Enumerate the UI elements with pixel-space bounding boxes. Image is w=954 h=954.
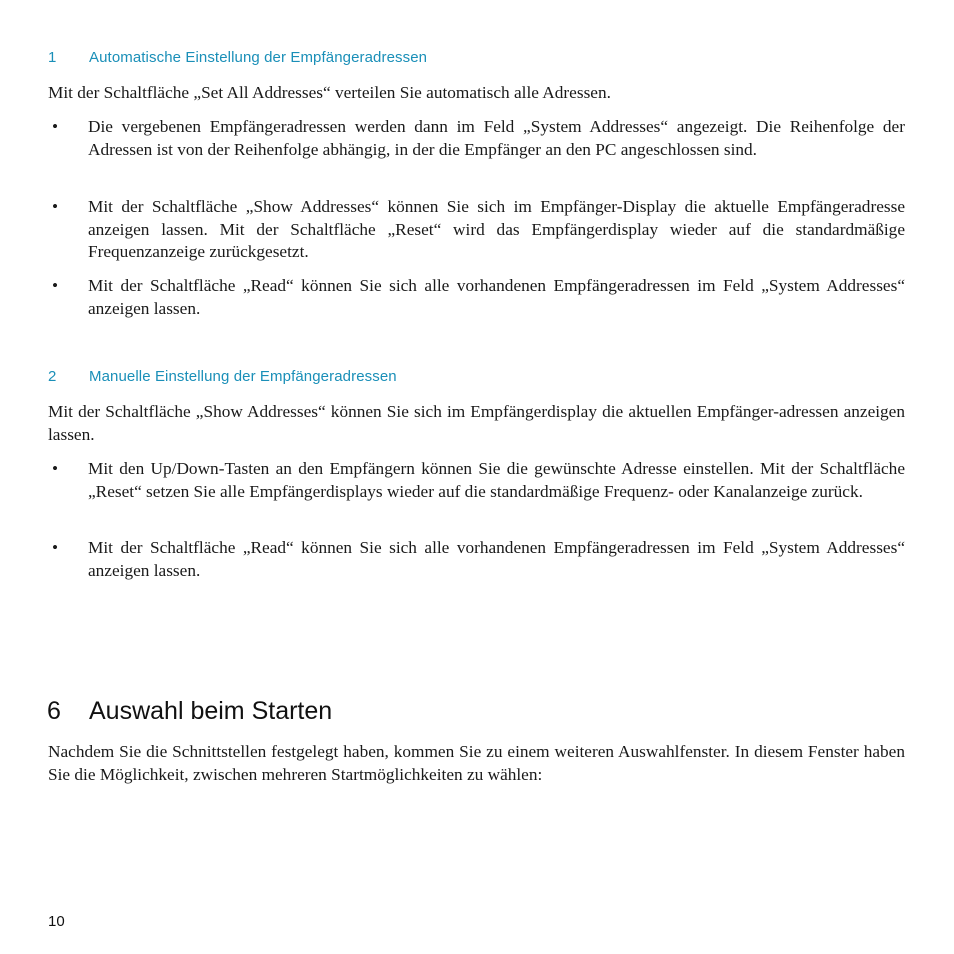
bullet-text: Die vergebenen Empfängeradressen werden dann im Feld „System Addresses“ angezeigt. Die Reihenfolge der Adressen ist von der Reihenfolge abhängig, in der die Empfänger an den PC angeschlossen sind. bbox=[88, 117, 905, 159]
section-1-bullet-1 bbox=[48, 116, 905, 161]
bullet-text: Mit den Up/Down-Tasten an den Empfängern können Sie die gewünschte Adresse einstellen. Mit der Schaltfläche „Reset“ setzen Sie alle Empfängerdisplays wieder auf die standardmäßige Frequenz- oder Kanalanzeige zurück. bbox=[88, 459, 905, 501]
bullet-text: Mit der Schaltfläche „Read“ können Sie sich alle vorhandenen Empfängeradressen im Feld „System Addresses“ anzeigen lassen. bbox=[88, 538, 905, 580]
section-2-number: 2 bbox=[48, 368, 57, 385]
section-2-intro: Mit der Schaltfläche „Show Addresses“ können Sie sich im Empfängerdisplay die aktuellen Empfänger-adressen anzeigen lassen. bbox=[48, 402, 905, 444]
chapter-title: Auswahl beim Starten bbox=[89, 697, 333, 725]
bullet-dot: • bbox=[52, 538, 59, 557]
section-1-title: Automatische Einstellung der Empfängeradressen bbox=[89, 49, 428, 66]
section-1-intro: Mit der Schaltfläche „Set All Addresses“ verteilen Sie automatisch alle Adressen. bbox=[48, 83, 611, 102]
chapter-text: Nachdem Sie die Schnittstellen festgelegt haben, kommen Sie zu einem weiteren Auswahlfenster. In diesem Fenster haben Sie die Möglichkeit, zwischen mehreren Startmöglichkeiten zu wählen: bbox=[48, 742, 905, 784]
section-2-bullet-1 bbox=[48, 458, 905, 503]
section-1-bullet-3 bbox=[48, 275, 905, 320]
bullet-text: Mit der Schaltfläche „Show Addresses“ können Sie sich im Empfänger-Display die aktuelle Empfängeradresse anzeigen lassen. Mit der Schaltfläche „Reset“ wird das Empfängerdisplay wieder auf die standardmäßige Frequenzanzeige zurückgesetzt. bbox=[88, 197, 905, 261]
chapter-number: 6 bbox=[47, 697, 61, 725]
section-2-bullet-2 bbox=[48, 537, 905, 582]
bullet-dot: • bbox=[52, 276, 59, 295]
section-1-heading bbox=[48, 49, 427, 66]
chapter-heading bbox=[47, 697, 332, 726]
section-2-title: Manuelle Einstellung der Empfängeradressen bbox=[89, 368, 397, 385]
bullet-dot: • bbox=[52, 459, 59, 478]
bullet-dot: • bbox=[52, 197, 59, 216]
bullet-dot: • bbox=[52, 117, 59, 136]
section-2-heading bbox=[48, 368, 397, 385]
section-1-number: 1 bbox=[48, 49, 57, 66]
section-1-bullet-2 bbox=[48, 196, 905, 264]
bullet-text: Mit der Schaltfläche „Read“ können Sie sich alle vorhandenen Empfängeradressen im Feld „System Addresses“ anzeigen lassen. bbox=[88, 276, 905, 318]
page-number: 10 bbox=[48, 913, 65, 930]
